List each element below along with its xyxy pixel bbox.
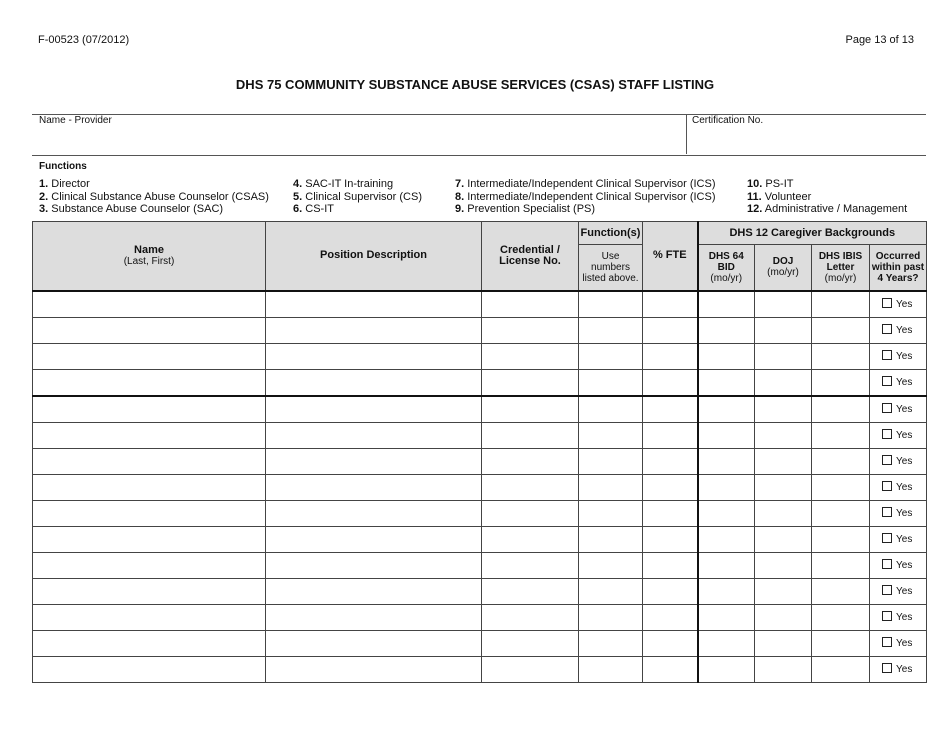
ibis-cell[interactable] [812,369,870,396]
name-cell[interactable] [33,369,266,396]
ibis-header-sub: (mo/yr) [824,272,857,284]
function-cell[interactable] [579,656,643,682]
position-cell[interactable] [266,604,482,630]
position-cell[interactable] [266,500,482,526]
credential-cell[interactable] [482,317,579,343]
name-cell[interactable] [33,291,266,318]
yes-checkbox[interactable] [882,403,892,413]
yes-label: Yes [896,586,913,597]
occurred-cell [870,630,927,656]
occurred-cell [870,317,927,343]
yes-label: Yes [896,325,913,336]
ibis-cell[interactable] [812,656,870,682]
table-row [33,578,927,604]
name-cell[interactable] [33,630,266,656]
name-cell[interactable] [33,526,266,552]
function-cell[interactable] [579,343,643,369]
yes-label: Yes [896,404,913,415]
function-cell[interactable] [579,369,643,396]
doj-cell[interactable] [755,448,812,474]
function-item [455,203,716,216]
function-subheader [579,245,643,291]
fte-cell[interactable] [643,630,698,656]
function-number: 11. [747,190,762,203]
position-cell[interactable] [266,630,482,656]
position-header-title: Position Description [320,249,427,262]
yes-label: Yes [896,430,913,441]
ibis-cell[interactable] [812,474,870,500]
credential-cell[interactable] [482,630,579,656]
bid-cell[interactable] [698,317,755,343]
function-label: Volunteer [764,190,812,203]
function-item [39,178,269,191]
fte-cell[interactable] [643,656,698,682]
table-row [33,630,927,656]
doj-cell[interactable] [755,604,812,630]
credential-header [482,222,579,291]
fte-cell[interactable] [643,578,698,604]
yes-checkbox[interactable] [882,585,892,595]
caregiver-header [698,222,927,245]
doj-cell[interactable] [755,369,812,396]
table-row [33,448,927,474]
yes-checkbox[interactable] [882,481,892,491]
doj-header-sub: (mo/yr) [767,267,799,279]
yes-checkbox[interactable] [882,455,892,465]
table-row [33,526,927,552]
occurred-cell [870,604,927,630]
function-number: 8. [455,190,465,203]
function-number: 10. [747,178,763,190]
bid-cell[interactable] [698,500,755,526]
function-label: Prevention Specialist (PS) [467,203,596,215]
fte-header-title: % FTE [652,249,687,262]
credential-cell[interactable] [482,552,579,578]
function-cell[interactable] [579,291,643,318]
function-cell[interactable] [579,630,643,656]
function-label: Intermediate/Independent Clinical Supervisor (ICS) [467,190,716,203]
doj-cell[interactable] [755,552,812,578]
function-label: Intermediate/Independent Clinical Supervisor (ICS) [467,178,716,190]
table-row [33,604,927,630]
name-cell[interactable] [33,343,266,369]
bid-cell[interactable] [698,369,755,396]
function-cell[interactable] [579,422,643,448]
bid-header-line2: BID [717,261,735,273]
function-sub-1: Use [601,250,620,262]
function-item [293,203,422,216]
bid-header [698,245,755,291]
position-cell[interactable] [266,656,482,682]
yes-checkbox[interactable] [882,376,892,386]
name-cell[interactable] [33,422,266,448]
ibis-cell[interactable] [812,291,870,318]
position-cell[interactable] [266,396,482,423]
yes-checkbox[interactable] [882,429,892,439]
name-header-sub: (Last, First) [123,255,175,267]
occurred-cell [870,474,927,500]
credential-cell[interactable] [482,396,579,423]
bid-cell[interactable] [698,291,755,318]
function-label: Clinical Substance Abuse Counselor (CSAS) [51,190,269,203]
function-number: 4. [293,178,303,190]
yes-label: Yes [896,377,913,388]
table-row [33,396,927,423]
credential-cell[interactable] [482,343,579,369]
position-cell[interactable] [266,343,482,369]
table-row [33,317,927,343]
ibis-cell[interactable] [812,317,870,343]
fte-cell[interactable] [643,343,698,369]
yes-label: Yes [896,508,913,519]
position-cell[interactable] [266,578,482,604]
doj-cell[interactable] [755,317,812,343]
yes-checkbox[interactable] [882,507,892,517]
doj-cell[interactable] [755,396,812,423]
occurred-cell [870,552,927,578]
function-number: 7. [455,178,465,190]
function-sub-3: listed above. [582,272,639,284]
table-row [33,369,927,396]
position-header [266,222,482,291]
fte-cell[interactable] [643,526,698,552]
position-cell[interactable] [266,448,482,474]
certification-label: Certification No. [692,115,764,126]
table-row [33,422,927,448]
doj-cell[interactable] [755,474,812,500]
function-item [455,191,716,204]
fte-cell[interactable] [643,552,698,578]
name-cell[interactable] [33,396,266,423]
fte-cell[interactable] [643,500,698,526]
doj-cell[interactable] [755,656,812,682]
name-cell[interactable] [33,317,266,343]
bid-cell[interactable] [698,604,755,630]
name-cell[interactable] [33,500,266,526]
page-number: Page 13 of 13 [845,34,914,46]
bid-cell[interactable] [698,656,755,682]
staff-table-body [33,291,927,683]
name-cell[interactable] [33,578,266,604]
form-number: F-00523 (07/2012) [38,34,130,46]
ibis-cell[interactable] [812,422,870,448]
functions-title: Functions [39,161,87,172]
name-cell[interactable] [33,552,266,578]
credential-header-line1: Credential / [500,243,560,256]
bid-cell[interactable] [698,526,755,552]
function-number: 9. [455,203,465,215]
ibis-cell[interactable] [812,526,870,552]
yes-label: Yes [896,560,913,571]
occurred-header-line2: within past [871,261,925,273]
function-item [747,178,907,191]
occurred-cell [870,343,927,369]
ibis-cell[interactable] [812,448,870,474]
occurred-header-line3: 4 Years? [877,272,919,284]
table-row [33,474,927,500]
function-item [747,203,907,216]
ibis-header-line2: Letter [826,261,855,273]
fte-cell[interactable] [643,474,698,500]
provider-name-label: Name - Provider [39,115,112,126]
doj-header [755,245,812,291]
function-item [455,178,716,191]
fte-cell[interactable] [643,291,698,318]
credential-header-line2: License No. [499,254,561,267]
function-label: Director [51,178,90,190]
occurred-cell [870,396,927,423]
yes-label: Yes [896,482,913,493]
fte-cell[interactable] [643,448,698,474]
function-item [747,191,907,204]
caregiver-header-title: DHS 12 Caregiver Backgrounds [729,226,896,239]
doj-cell[interactable] [755,343,812,369]
yes-label: Yes [896,456,913,467]
yes-label: Yes [896,638,913,649]
yes-checkbox[interactable] [882,637,892,647]
occurred-cell [870,526,927,552]
credential-cell[interactable] [482,291,579,318]
function-header [579,222,643,245]
function-cell[interactable] [579,552,643,578]
doj-cell[interactable] [755,526,812,552]
name-cell[interactable] [33,656,266,682]
ibis-cell[interactable] [812,552,870,578]
credential-cell[interactable] [482,500,579,526]
name-cell[interactable] [33,448,266,474]
yes-label: Yes [896,664,913,675]
credential-cell[interactable] [482,474,579,500]
yes-label: Yes [896,534,913,545]
ibis-cell[interactable] [812,343,870,369]
function-label: Substance Abuse Counselor (SAC) [51,203,224,215]
credential-cell[interactable] [482,578,579,604]
bid-cell[interactable] [698,552,755,578]
yes-checkbox[interactable] [882,663,892,673]
name-cell[interactable] [33,604,266,630]
position-cell[interactable] [266,422,482,448]
functions-col-3 [455,178,716,216]
occurred-cell [870,291,927,318]
credential-cell[interactable] [482,448,579,474]
occurred-header [870,245,927,291]
function-number: 6. [293,203,303,215]
provider-divider [686,114,687,154]
table-row [33,656,927,682]
doj-header-title: DOJ [772,256,794,268]
position-cell[interactable] [266,552,482,578]
function-cell[interactable] [579,526,643,552]
occurred-cell [870,448,927,474]
ibis-cell[interactable] [812,396,870,423]
function-number: 12. [747,203,763,215]
bid-cell[interactable] [698,448,755,474]
function-item [293,191,422,204]
position-cell[interactable] [266,317,482,343]
position-cell[interactable] [266,291,482,318]
function-item [293,178,422,191]
function-sub-2: numbers [591,261,630,273]
occurred-cell [870,369,927,396]
ibis-cell[interactable] [812,578,870,604]
bid-cell[interactable] [698,422,755,448]
yes-checkbox[interactable] [882,611,892,621]
position-cell[interactable] [266,474,482,500]
function-number: 3. [39,203,49,215]
function-cell[interactable] [579,578,643,604]
fte-cell[interactable] [643,317,698,343]
function-label: Clinical Supervisor (CS) [305,190,423,203]
position-cell[interactable] [266,526,482,552]
name-cell[interactable] [33,474,266,500]
occurred-cell [870,500,927,526]
staff-table [32,221,927,683]
yes-checkbox[interactable] [882,350,892,360]
doj-cell[interactable] [755,578,812,604]
provider-row [32,114,926,156]
function-label: SAC-IT In-training [305,178,394,190]
credential-cell[interactable] [482,369,579,396]
ibis-cell[interactable] [812,604,870,630]
yes-checkbox[interactable] [882,324,892,334]
fte-cell[interactable] [643,422,698,448]
name-header-title: Name [134,243,164,256]
table-row [33,291,927,318]
occurred-cell [870,422,927,448]
fte-cell[interactable] [643,369,698,396]
doj-cell[interactable] [755,291,812,318]
bid-cell[interactable] [698,474,755,500]
yes-label: Yes [896,351,913,362]
function-cell[interactable] [579,396,643,423]
function-item [39,191,269,204]
ibis-cell[interactable] [812,500,870,526]
ibis-header-line1: DHS IBIS [818,250,863,262]
table-row [33,500,927,526]
bid-cell[interactable] [698,578,755,604]
yes-label: Yes [896,612,913,623]
fte-cell[interactable] [643,396,698,423]
table-row [33,343,927,369]
credential-cell[interactable] [482,656,579,682]
occurred-cell [870,578,927,604]
credential-cell[interactable] [482,604,579,630]
name-header [33,222,266,291]
function-cell[interactable] [579,317,643,343]
bid-cell[interactable] [698,343,755,369]
yes-checkbox[interactable] [882,533,892,543]
function-label: Administrative / Management [764,203,908,215]
doj-cell[interactable] [755,422,812,448]
bid-header-sub: (mo/yr) [710,272,743,284]
functions-col-4 [747,178,907,216]
bid-cell[interactable] [698,630,755,656]
doj-cell[interactable] [755,630,812,656]
credential-cell[interactable] [482,422,579,448]
table-row [33,552,927,578]
functions-col-1 [39,178,269,216]
occurred-cell [870,656,927,682]
doj-cell[interactable] [755,500,812,526]
fte-cell[interactable] [643,604,698,630]
function-cell[interactable] [579,500,643,526]
functions-col-2 [293,178,422,216]
ibis-cell[interactable] [812,630,870,656]
occurred-header-line1: Occurred [875,250,921,262]
page-title: DHS 75 COMMUNITY SUBSTANCE ABUSE SERVICES (CSAS) STAFF LISTING [235,77,715,92]
fte-header [643,222,698,291]
function-cell[interactable] [579,474,643,500]
function-number: 5. [293,190,303,203]
bid-cell[interactable] [698,396,755,423]
function-number: 2. [39,190,49,203]
ibis-header [812,245,870,291]
credential-cell[interactable] [482,526,579,552]
function-header-title: Function(s) [580,226,641,239]
bid-header-line1: DHS 64 [708,250,744,262]
function-item [39,203,269,216]
yes-checkbox[interactable] [882,298,892,308]
yes-label: Yes [896,299,913,310]
yes-checkbox[interactable] [882,559,892,569]
function-cell[interactable] [579,604,643,630]
function-number: 1. [39,178,49,190]
function-label: PS-IT [765,178,794,190]
position-cell[interactable] [266,369,482,396]
function-cell[interactable] [579,448,643,474]
function-label: CS-IT [305,203,334,215]
